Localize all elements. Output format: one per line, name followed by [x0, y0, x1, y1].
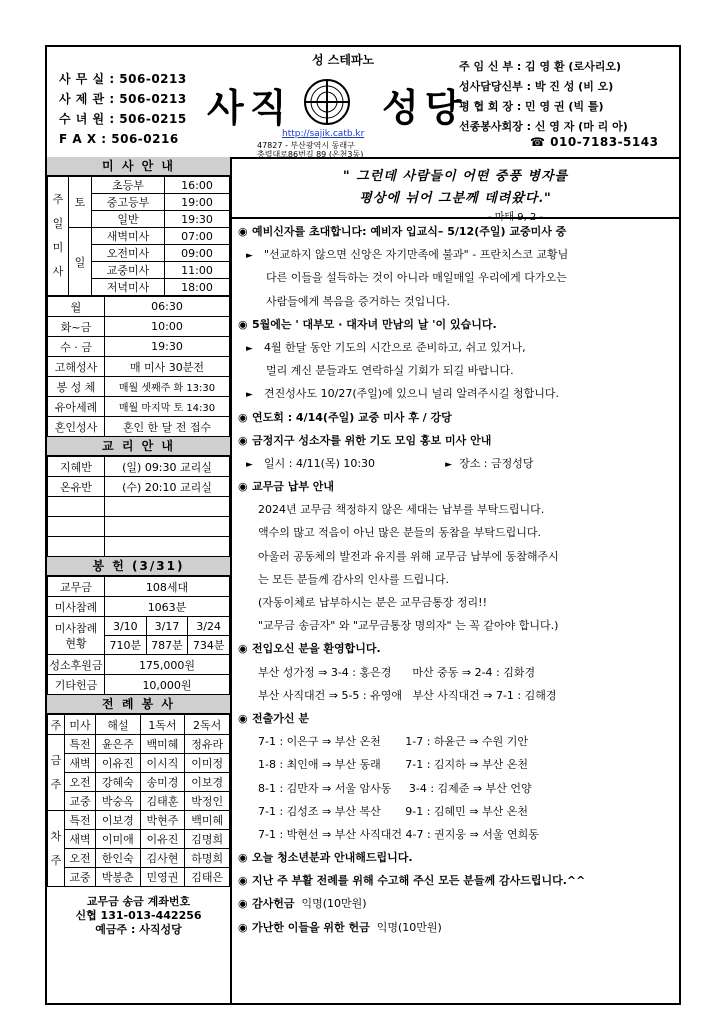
bullet-icon: ◉: [238, 225, 248, 238]
left-column: [47, 157, 232, 1005]
contact-info: [59, 69, 187, 149]
staff-funeral: 선종봉사회장 : 신 영 자 (마 리 아): [459, 120, 628, 133]
catechism-title: 교 리 안 내: [47, 437, 230, 456]
next-week-label: 차 주: [48, 811, 65, 887]
church-logo-icon: [302, 77, 352, 127]
title-sajik: 사직: [207, 86, 293, 130]
liturgy-service-title: 전 례 봉 사: [47, 695, 230, 714]
triangle-icon: ►: [445, 459, 452, 470]
offering-table: 교무금 108세대 미사참례 1063분 미사참례 현황 3/10 3/17 3/24 710분 787분 734분 성소후원금 175,000원 기타헌금 10,000원: [47, 576, 230, 695]
scripture-quote: " 그런데 사람들이 어떤 중풍 병자를 평상에 뉘어 그분께 데려왔다." - 마태 9, 2 -: [232, 157, 679, 219]
bullet-icon: ◉: [238, 433, 248, 447]
announcement-thanks: ◉ 지난 주 부활 전례를 위해 수고해 주신 모든 분들께 감사드립니다.^^: [238, 869, 678, 892]
address: 47827 - 부산광역시 동래구 충렬대로86번길 89 (온천3동): [257, 141, 364, 159]
staff-list: [459, 57, 628, 137]
mass-schedule-table: 주 일 미 사 토 초등부 16:00 중고등부 19:00 일반 19:30 일 새벽미사 07:00 오전미사 09:00 교중미사 11:00 저녁미사 18:00: [47, 176, 230, 296]
liturgy-service-table: 주 미사 해설 1독서 2독서 금 주 특전 윤은주 백미혜 정유라 새벽 이유진 이시직 이미정 오전 강혜숙 송미경 이보경 교중 박숭옥 김태훈 박정인 차 주 특전 이보경 박현주 백미혜 새벽 이미애 이유진 김명희 오전 한인숙 김사현 하명희 교중 박봉춘 민영권 김태은: [47, 714, 230, 887]
website-link[interactable]: http://sajik.catb.kr: [282, 129, 365, 139]
contact-convent: 수 녀 원 : 506-0215: [59, 112, 187, 126]
bullet-icon: ◉: [238, 920, 248, 934]
sunday-label: 일: [69, 228, 92, 296]
triangle-icon: ►: [246, 390, 253, 401]
bullet-icon: ◉: [238, 317, 248, 331]
catechism-table: 지혜반 (일) 09:30 교리실 온유반 (수) 20:10 교리실: [47, 456, 230, 557]
title-seongdang: 성당: [382, 86, 468, 130]
announcement-welcome: ◉ 전입오신 분을 환영합니다.: [238, 637, 678, 660]
triangle-icon: ►: [246, 459, 253, 470]
triangle-icon: ►: [246, 343, 253, 354]
announcements: ◉ 예비신자를 초대합니다: 예비자 입교식– 5/12(주일) 교중미사 중 ► "선교하지 않으면 신앙은 자기만족에 불과" - 프란치스코 교황님 다른 이들을 설득하는 것이 아니라 매일매일 우리에게 다가오는 사람들에게 복음을 증거하는 것입니다. ◉ 5월에는 ' 대부모 · 대자녀 만남의 날 '이 있습니다. ► 4월 한달 동안 기도의 시간으로 준비하고, 쉬고 있거나, 멀리 계신 분들과도 연락하실 기회가 되길 바랍니다. ► 견진성사도 10/27(주일)에 있으니 널리 알려주시길 청합니다. ◉ 연도회 : 4/14(주일) 교중 미사 후 / 강당 ◉ 금정지구 성소자를 위한 기도 모임 홍보 미사 안내 ► 일시 : 4/11(목) 10:30 ► 장소 : 금정성당 ◉ 교무금 납부 안내 2024년 교무금 책정하지 않은 세대는 납부를 부탁드립니다. 액수의 많고 적음이 아닌 많은 분들의 동참을 부탁드립니다. 아울러 공동체의 발전과 유지를 위해 교무금 납부에 동참해주시 는 모든 분들께 감사의 인사를 드립니다. (자동이체로 납부하시는 분은 교무금통장 정리!! "교무금 송금자" 와 "교무금통장 명의자" 는 꼭 같아야 합니다.) ◉ 전입오신 분을 환영합니다. 부산 성가정 ⇒ 3-4 : 홍은경 마산 중동 ⇒ 2-4 : 김화경 부산 사직대건 ⇒ 5-5 : 유영애 부산 사직대건 ⇒ 7-1 : 김해경 ◉ 전출가신 분 7-1 : 이은구 ⇒ 부산 온천 1-7 : 하윤근 ⇒ 수원 기안 1-8 : 최인애 ⇒ 부산 동래 7-1 : 김지하 ⇒ 부산 온천 8-1 : 김만자 ⇒ 서울 암사동 3-4 : 김제준 ⇒ 부산 언양 7-1 : 김성조 ⇒ 부산 복산 9-1 : 김혜민 ⇒ 부산 온천 7-1 : 박현선 ⇒ 부산 사직대건 4-7 : 권지웅 ⇒ 서울 연희동 ◉ 오늘 청소년분과 안내해드립니다. ◉ 지난 주 부활 전례를 위해 수고해 주신 모든 분들께 감사드립니다.^^ ◉ 감사헌금 익명(10만원) ◉ 가난한 이들을 위한 헌금 익명(10만원): [238, 220, 678, 939]
bullet-icon: ◉: [238, 711, 248, 725]
announcement-tithe: ◉ 교무금 납부 안내: [238, 475, 678, 498]
this-week-label: 금 주: [48, 735, 65, 811]
contact-fax: F A X : 506-0216: [59, 132, 179, 146]
announcement-godparents: ◉ 5월에는 ' 대부모 · 대자녀 만남의 날 '이 있습니다.: [238, 313, 678, 336]
announcement-vocation-prayer: ◉ 금정지구 성소자를 위한 기도 모임 홍보 미사 안내: [238, 429, 678, 452]
weekday-mass-table: 월 06:30 화~금 10:00 수 · 금 19:30 고해성사 매 미사 30분전 봉 성 체 매월 셋째주 화 13:30 유아세례 매월 마지막 토 14:30 혼인성사 혼인 한 달 전 접수: [47, 296, 230, 437]
phone-number: ☎ 010-7183-5143: [530, 135, 659, 149]
staff-council: 평 협 회 장 : 민 영 권 (빅 틀): [459, 100, 604, 113]
attendance-trend-label: 미사참례 현황: [48, 617, 105, 655]
bullet-icon: ◉: [238, 410, 248, 424]
parish-saint-name: 성 스테파노: [312, 53, 375, 67]
bullet-icon: ◉: [238, 642, 248, 656]
announcement-yeondo: ◉ 연도회 : 4/14(주일) 교중 미사 후 / 강당: [238, 406, 678, 429]
bullet-icon: ◉: [238, 897, 248, 911]
announcement-moved-out: ◉ 전출가신 분: [238, 707, 678, 730]
contact-rectory: 사 제 관 : 506-0213: [59, 92, 187, 106]
account-info: 교무금 송금 계좌번호 신협 131-013-442256 예금주 : 사직성당: [75, 895, 202, 936]
bullet-icon: ◉: [238, 851, 248, 865]
saturday-label: 토: [69, 177, 92, 228]
announcement-poor-offering: ◉ 가난한 이들을 위한 헌금 익명(10만원): [238, 916, 678, 939]
bulletin-header: [47, 47, 679, 159]
triangle-icon: ►: [246, 251, 253, 262]
announcement-thanksgiving-offering: ◉ 감사헌금 익명(10만원): [238, 892, 678, 915]
staff-pastor: 주 임 신 부 : 김 영 환 (로사리오): [459, 60, 621, 73]
offering-title: 봉 헌 (3/31): [47, 557, 230, 576]
bulletin-frame: [45, 45, 681, 1005]
bullet-icon: ◉: [238, 480, 248, 494]
bullet-icon: ◉: [238, 874, 248, 888]
mass-schedule-title: 미 사 안 내: [47, 157, 230, 176]
staff-assistant: 성사담당신부 : 박 진 성 (비 오): [459, 80, 614, 93]
phone-icon: ☎: [530, 135, 546, 149]
announcement-youth: ◉ 오늘 청소년분과 안내해드립니다.: [238, 846, 678, 869]
contact-office: 사 무 실 : 506-0213: [59, 72, 187, 86]
sunday-mass-label: 주 일 미 사: [48, 177, 69, 296]
announcement-catechumen: ◉ 예비신자를 초대합니다: 예비자 입교식– 5/12(주일) 교중미사 중: [238, 220, 678, 243]
